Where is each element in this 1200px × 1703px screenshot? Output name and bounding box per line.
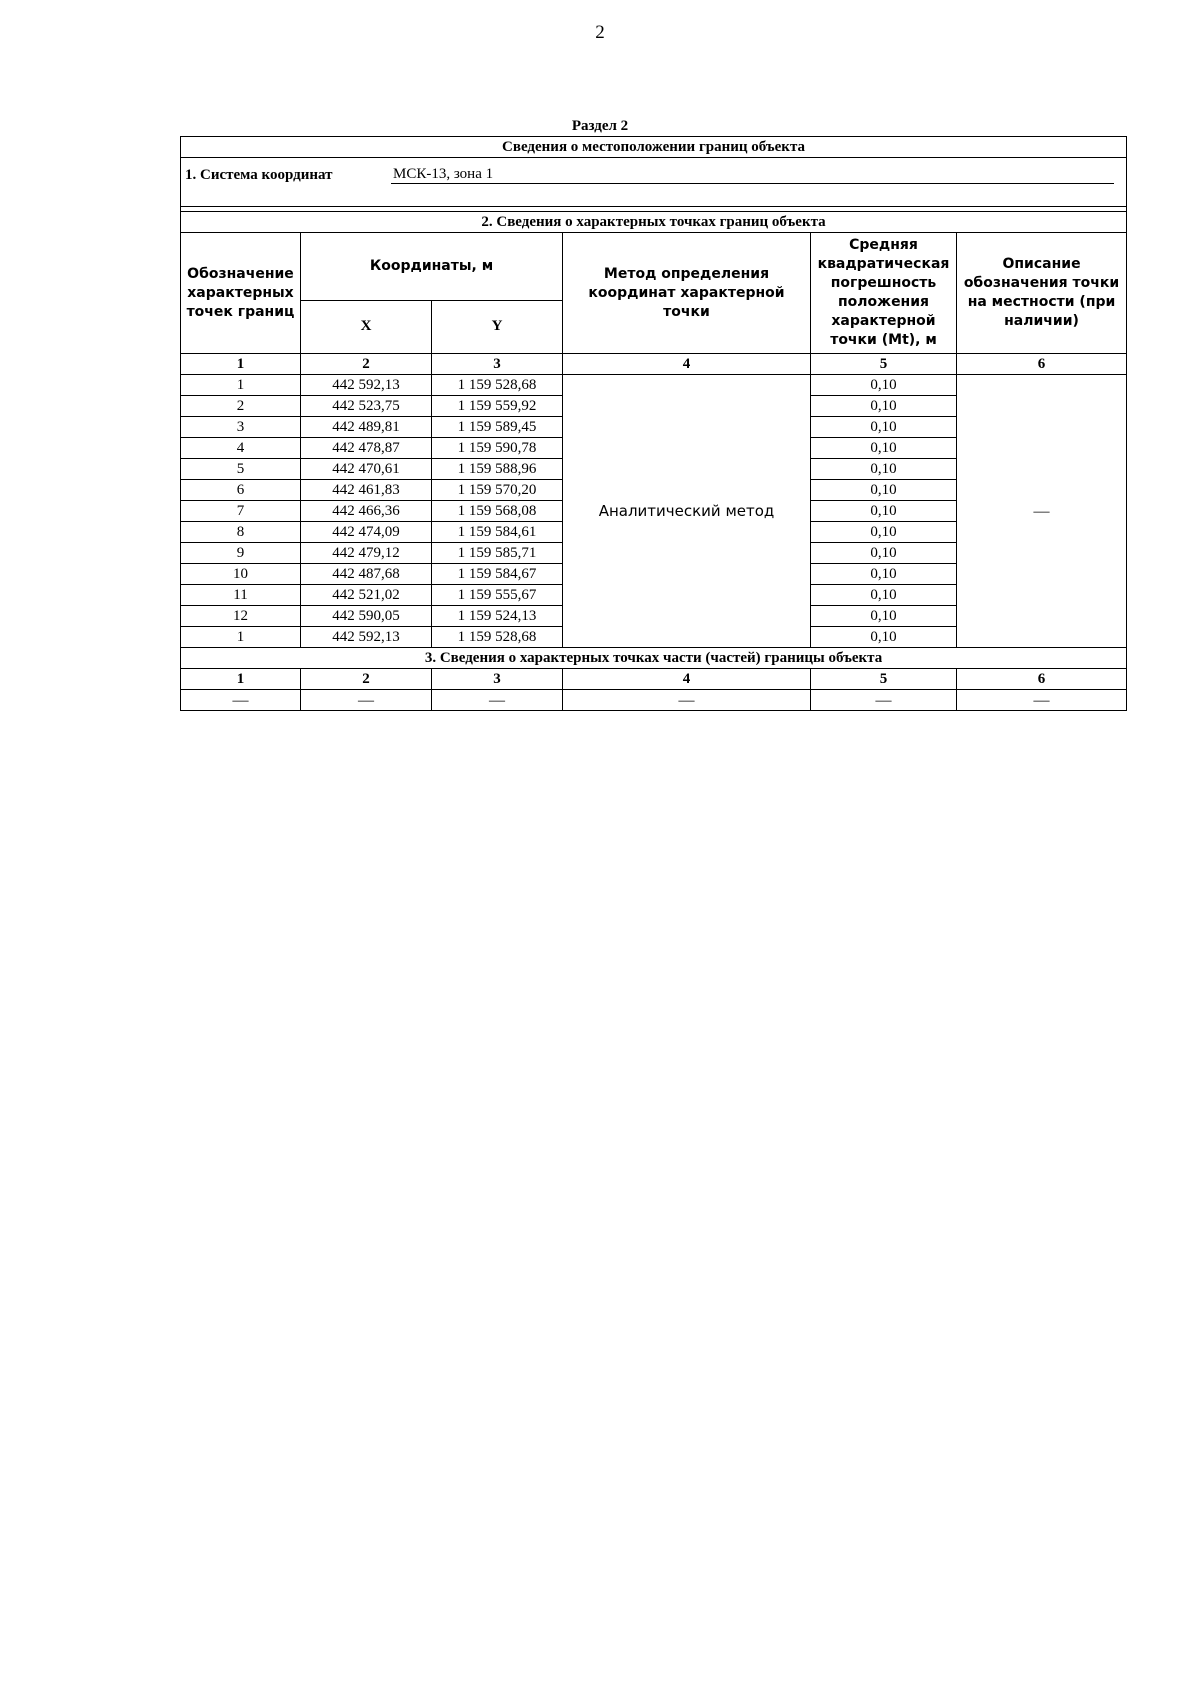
point-x: 442 489,81 xyxy=(301,417,432,438)
column-number: 3 xyxy=(432,354,563,375)
points-section-title-row xyxy=(181,212,1127,233)
column-number: 1 xyxy=(181,669,301,690)
parts-empty-row xyxy=(181,690,1127,711)
column-number: 4 xyxy=(563,354,811,375)
point-y: 1 159 590,78 xyxy=(432,438,563,459)
point-id: 7 xyxy=(181,501,301,522)
boundary-table xyxy=(180,136,1127,711)
point-mt: 0,10 xyxy=(811,564,957,585)
column-number: 5 xyxy=(811,669,957,690)
point-mt: 0,10 xyxy=(811,375,957,396)
point-id: 10 xyxy=(181,564,301,585)
point-id: 1 xyxy=(181,375,301,396)
point-y: 1 159 559,92 xyxy=(432,396,563,417)
point-x: 442 479,12 xyxy=(301,543,432,564)
point-y: 1 159 570,20 xyxy=(432,480,563,501)
point-mt: 0,10 xyxy=(811,501,957,522)
point-y: 1 159 524,13 xyxy=(432,606,563,627)
header-error: Средняя квадратическая погрешность положения характерной точки (Mt), м xyxy=(811,233,957,354)
point-x: 442 487,68 xyxy=(301,564,432,585)
column-number: 2 xyxy=(301,669,432,690)
point-x: 442 470,61 xyxy=(301,459,432,480)
point-x: 442 461,83 xyxy=(301,480,432,501)
parts-dash-cell: — xyxy=(301,690,432,711)
point-mt: 0,10 xyxy=(811,606,957,627)
point-id: 9 xyxy=(181,543,301,564)
point-id: 12 xyxy=(181,606,301,627)
column-number: 4 xyxy=(563,669,811,690)
point-y: 1 159 585,71 xyxy=(432,543,563,564)
point-x: 442 590,05 xyxy=(301,606,432,627)
point-mt: 0,10 xyxy=(811,438,957,459)
point-y: 1 159 584,61 xyxy=(432,522,563,543)
point-mt: 0,10 xyxy=(811,627,957,648)
point-x: 442 592,13 xyxy=(301,375,432,396)
column-number: 3 xyxy=(432,669,563,690)
point-x: 442 523,75 xyxy=(301,396,432,417)
table-title-row xyxy=(181,137,1127,158)
header-coordinates: Координаты, м xyxy=(301,233,563,301)
point-mt: 0,10 xyxy=(811,585,957,606)
point-y: 1 159 528,68 xyxy=(432,627,563,648)
point-id: 8 xyxy=(181,522,301,543)
point-y: 1 159 568,08 xyxy=(432,501,563,522)
point-y: 1 159 584,67 xyxy=(432,564,563,585)
point-mt: 0,10 xyxy=(811,459,957,480)
point-y: 1 159 588,96 xyxy=(432,459,563,480)
point-x: 442 521,02 xyxy=(301,585,432,606)
point-x: 442 592,13 xyxy=(301,627,432,648)
parts-section-title: 3. Сведения о характерных точках части (частей) границы объекта xyxy=(181,648,1127,669)
point-y: 1 159 528,68 xyxy=(432,375,563,396)
point-id: 4 xyxy=(181,438,301,459)
column-number: 5 xyxy=(811,354,957,375)
column-number: 6 xyxy=(957,669,1127,690)
column-numbers-row xyxy=(181,354,1127,375)
column-number: 6 xyxy=(957,354,1127,375)
point-mt: 0,10 xyxy=(811,480,957,501)
point-id: 2 xyxy=(181,396,301,417)
column-number: 1 xyxy=(181,354,301,375)
point-x: 442 478,87 xyxy=(301,438,432,459)
header-description: Описание обозначения точки на местности (при наличии) xyxy=(957,233,1127,354)
point-mt: 0,10 xyxy=(811,396,957,417)
points-section-title: 2. Сведения о характерных точках границ объекта xyxy=(181,212,1127,233)
parts-dash-cell: — xyxy=(563,690,811,711)
table-title: Сведения о местоположении границ объекта xyxy=(181,137,1127,158)
method-cell: Аналитический метод xyxy=(563,375,811,648)
coordinate-system-row xyxy=(181,158,1127,207)
header-designation: Обозначение характерных точек границ xyxy=(181,233,301,354)
coordinate-system-line xyxy=(185,166,1122,184)
table-row xyxy=(181,375,1127,396)
coordinate-system-cell xyxy=(181,158,1127,207)
point-mt: 0,10 xyxy=(811,417,957,438)
point-x: 442 474,09 xyxy=(301,522,432,543)
page-number: 2 xyxy=(595,22,605,43)
header-row-1 xyxy=(181,233,1127,301)
point-id: 3 xyxy=(181,417,301,438)
point-x: 442 466,36 xyxy=(301,501,432,522)
point-id: 5 xyxy=(181,459,301,480)
header-y: Y xyxy=(432,300,563,353)
parts-dash-cell: — xyxy=(957,690,1127,711)
point-mt: 0,10 xyxy=(811,522,957,543)
point-y: 1 159 589,45 xyxy=(432,417,563,438)
point-id: 11 xyxy=(181,585,301,606)
point-id: 6 xyxy=(181,480,301,501)
parts-section-title-row xyxy=(181,648,1127,669)
point-y: 1 159 555,67 xyxy=(432,585,563,606)
point-mt: 0,10 xyxy=(811,543,957,564)
parts-dash-cell: — xyxy=(432,690,563,711)
parts-dash-cell: — xyxy=(181,690,301,711)
parts-column-numbers-row xyxy=(181,669,1127,690)
description-cell: — xyxy=(957,375,1127,648)
section-title: Раздел 2 xyxy=(571,118,629,134)
parts-dash-cell: — xyxy=(811,690,957,711)
coordinate-system-label: 1. Система координат xyxy=(185,167,333,183)
column-number: 2 xyxy=(301,354,432,375)
point-id: 1 xyxy=(181,627,301,648)
header-x: X xyxy=(301,300,432,353)
header-method: Метод определения координат характерной точки xyxy=(563,233,811,354)
coordinate-system-value: МСК-13, зона 1 xyxy=(391,166,1114,184)
